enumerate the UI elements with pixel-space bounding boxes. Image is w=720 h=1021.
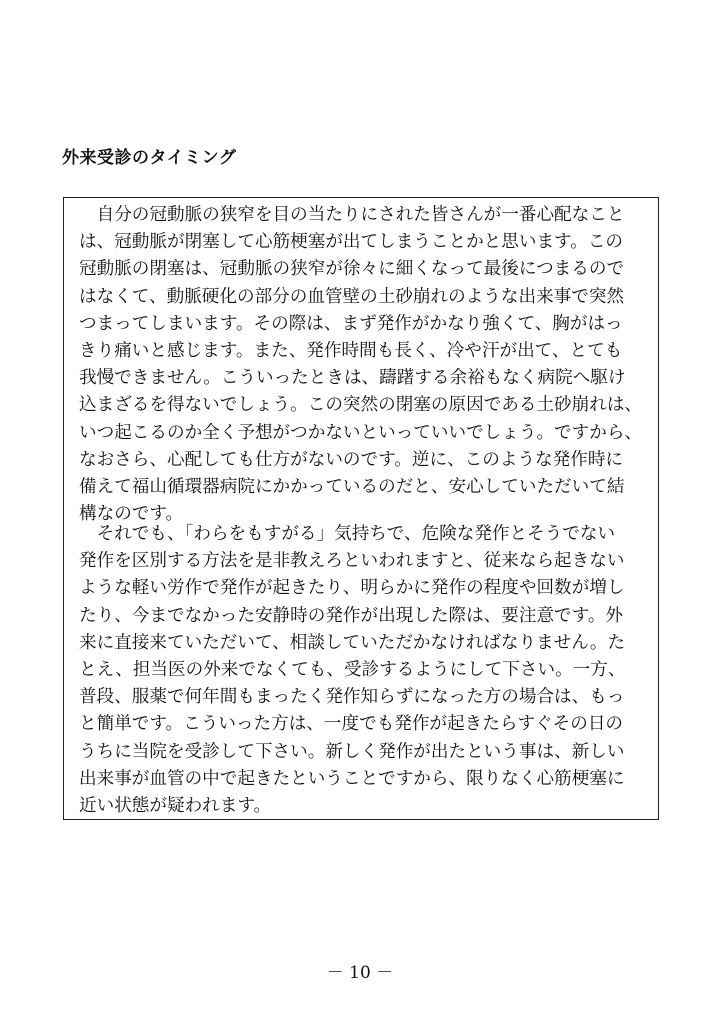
text-line: 込まざるを得ないでしょう。この突然の閉塞の原因である土砂崩れは、 bbox=[79, 395, 643, 416]
text-line: たり、今までなかった安静時の発作が出現した際は、要注意です。外 bbox=[79, 605, 624, 626]
text-line: 発作を区別する方法を是非教えろといわれますと、従来なら起きない bbox=[79, 551, 625, 572]
text-line: 我慢できません。こういったときは、躊躇する余裕もなく病院へ駆け bbox=[79, 368, 626, 389]
text-line: 備えて福山循環器病院にかかっているのだと、安心していただいて結 bbox=[79, 476, 625, 497]
text-line: 出来事が血管の中で起きたということですから、限りなく心筋梗塞に bbox=[79, 768, 625, 789]
text-line: と簡単です。こういった方は、一度でも発作が起きたらすぐその日の bbox=[79, 714, 624, 735]
text-line: なおさら、心配しても仕方がないのです。逆に、このような発作時に bbox=[79, 449, 624, 470]
paragraph-1 bbox=[79, 202, 649, 528]
section-heading: 外来受診のタイミング bbox=[62, 148, 237, 168]
text-line: きり痛いと感じます。また、発作時間も長く、冷や汗が出て、とても bbox=[79, 340, 623, 361]
text-line: いつ起こるのか全く予想がつかないといっていいでしょう。ですから、 bbox=[79, 422, 643, 443]
text-line: つまってしまいます。その際は、まず発作がかなり強くて、胸がはっ bbox=[79, 313, 623, 334]
text-line: とえ、担当医の外来でなくても、受診するようにして下さい。一方、 bbox=[79, 659, 626, 680]
text-line: 自分の冠動脈の狭窄を目の当たりにされた皆さんが一番心配なこと bbox=[79, 205, 625, 225]
text-line: ような軽い労作で発作が起きたり、明らかに発作の程度や回数が増し bbox=[79, 578, 625, 599]
text-line: 近い状態が疑われます。 bbox=[79, 795, 272, 816]
text-line: 冠動脈の閉塞は、冠動脈の狭窄が徐々に細くなって最後につまるので bbox=[79, 259, 625, 280]
text-line: 来に直接来ていただいて、相談していただかなければなりません。た bbox=[79, 632, 626, 653]
text-line: 普段、服薬で何年間もまったく発作知らずになった方の場合は、もっ bbox=[79, 687, 625, 708]
text-line: はなくて、動脈硬化の部分の血管壁の土砂崩れのような出来事で突然 bbox=[79, 286, 625, 307]
text-line: それでも、「わらをもすがる」気持ちで、危険な発作とそうでない bbox=[79, 524, 616, 544]
page-number: － 10 － bbox=[326, 963, 394, 983]
paragraph-2 bbox=[79, 521, 649, 820]
text-line: うちに当院を受診して下さい。新しく発作が出たという事は、新しい bbox=[79, 741, 625, 762]
text-line: 構なのです。 bbox=[79, 504, 184, 525]
text-line: は、冠動脈が閉塞して心筋梗塞が出てしまうことかと思います。この bbox=[79, 232, 624, 253]
